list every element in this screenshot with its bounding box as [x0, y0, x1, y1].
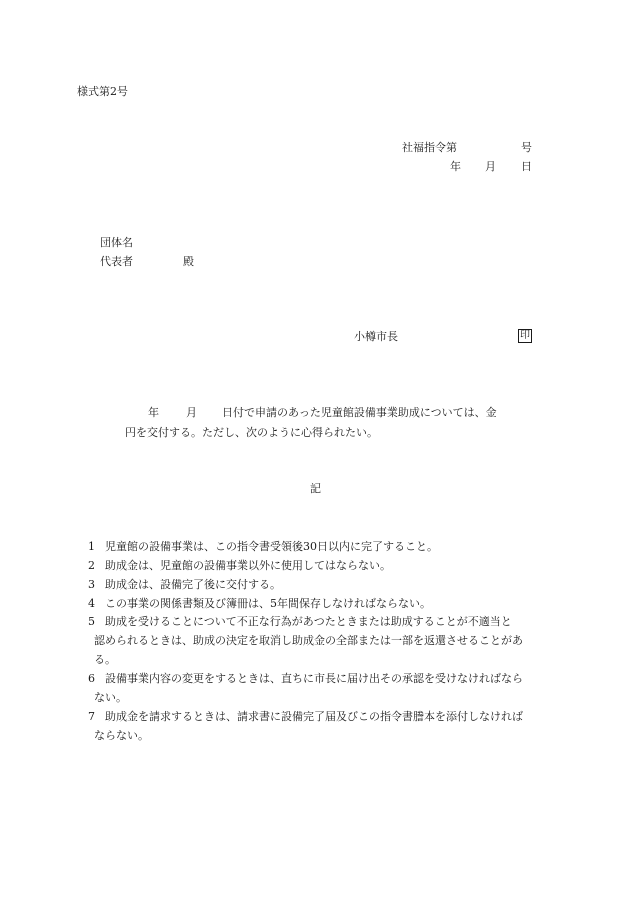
list-item [88, 537, 558, 556]
list-item [88, 612, 558, 669]
form-number: 様式第2号 [77, 85, 128, 98]
reference-number-label: 社福指令第 [402, 141, 457, 154]
item-text-continuation: ならない。 [94, 729, 149, 742]
body-year-label: 年 [148, 406, 159, 419]
seal-mark: 印 [520, 330, 530, 341]
item-text: 児童館の設備事業は、この指令書受領後30日以内に完了すること。 [105, 540, 438, 553]
issuer-title: 小樽市長 [354, 330, 398, 343]
item-text-continuation: る。 [94, 653, 116, 666]
honorific: 殿 [183, 255, 194, 268]
body-month-label: 月 [186, 406, 197, 419]
item-text: 助成金は、児童館の設備事業以外に使用してはならない。 [105, 559, 391, 572]
reference-number-suffix: 号 [521, 141, 532, 154]
item-number: 4 [88, 597, 95, 610]
item-number: 6 [88, 672, 95, 685]
item-text: 設備事業内容の変更をするときは、直ちに市長に届け出その承認を受けなければなら [105, 672, 523, 685]
item-number: 7 [88, 710, 95, 723]
body-line-1: 日付で申請のあった児童館設備事業助成については、金 [222, 406, 497, 419]
body-line-2: 円を交付する。ただし、次のように心得られたい。 [125, 426, 378, 439]
item-number: 1 [88, 540, 95, 553]
representative-label: 代表者 [100, 255, 133, 268]
list-item [88, 575, 558, 594]
list-item [88, 707, 558, 745]
organization-name-label: 団体名 [100, 236, 133, 249]
item-number: 2 [88, 559, 95, 572]
list-item [88, 669, 558, 707]
item-number: 3 [88, 578, 95, 591]
ki-heading: 記 [310, 482, 321, 495]
item-text-continuation: ない。 [94, 691, 127, 704]
date-year-label: 年 [450, 160, 461, 173]
item-number: 5 [88, 615, 95, 628]
item-text-continuation: 認められるときは、助成の決定を取消し助成金の全部または一部を返還させることがあ [94, 634, 523, 647]
item-text: 助成を受けることについて不正な行為があつたときまたは助成することが不適当と [105, 615, 512, 628]
date-day-label: 日 [521, 160, 532, 173]
item-text: 助成金を請求するときは、請求書に設備完了届及びこの指令書謄本を添付しなければ [105, 710, 523, 723]
date-month-label: 月 [485, 160, 496, 173]
item-text: この事業の関係書類及び簿冊は、5年間保存しなければならない。 [105, 597, 431, 610]
item-text: 助成金は、設備完了後に交付する。 [105, 578, 281, 591]
list-item [88, 556, 558, 575]
list-item [88, 594, 558, 613]
